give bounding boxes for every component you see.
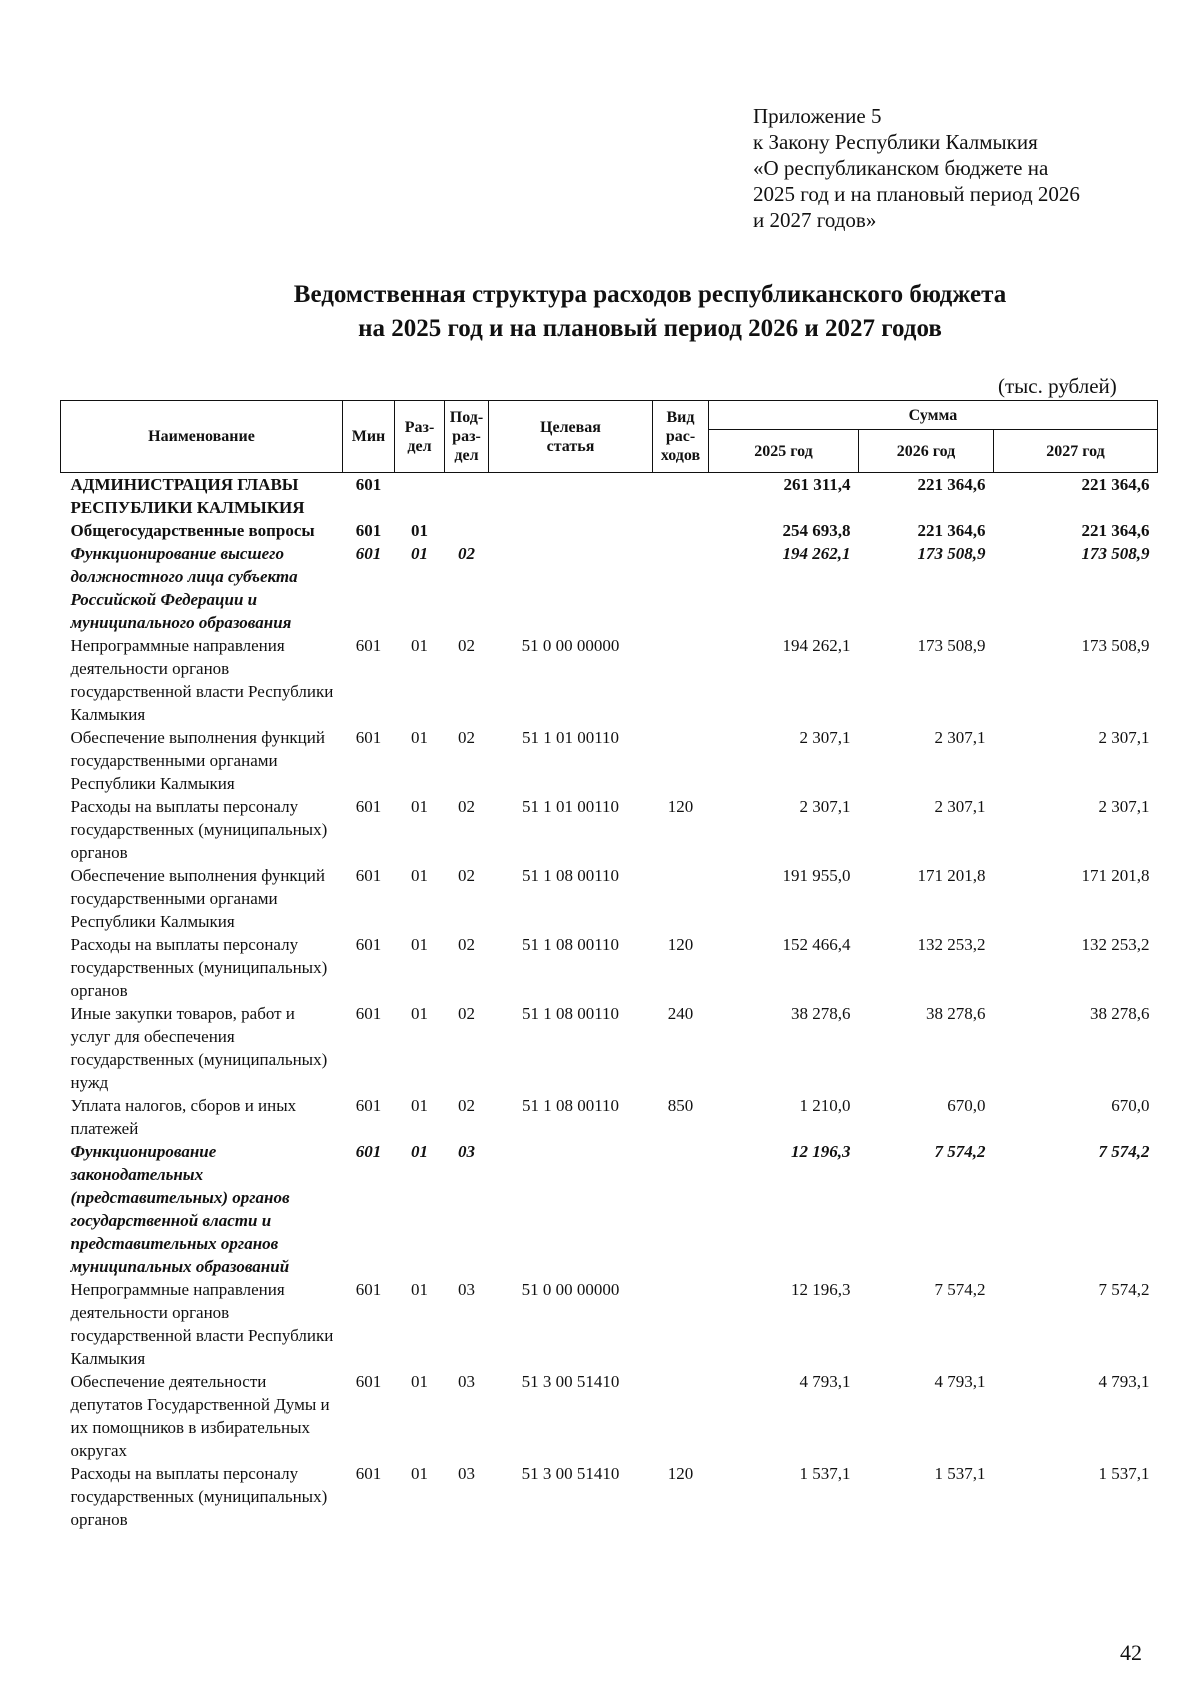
cell-2026: 171 201,8 — [917, 866, 986, 885]
cell-2025: 4 793,1 — [799, 1372, 851, 1391]
table-row — [61, 933, 1158, 1002]
cell-name: Иные закупки товаров, работ и услуг для обеспечения государственных (муниципальных) нужд — [70, 1004, 328, 1092]
cell-min: 601 — [355, 1464, 382, 1483]
cell-2025: 2 307,1 — [799, 797, 851, 816]
cell-vid: 240 — [667, 1004, 694, 1023]
cell-2025: 194 262,1 — [782, 544, 851, 563]
cell-min: 601 — [355, 1004, 382, 1023]
title-line-2: на 2025 год и на плановый период 2026 и 2027 годов — [358, 315, 942, 342]
table-row — [61, 1094, 1158, 1140]
table-row — [61, 726, 1158, 795]
cell-2027: 221 364,6 — [994, 473, 1158, 520]
cell-2025: 12 196,3 — [791, 1280, 851, 1299]
cell-2025: 12 196,3 — [791, 1142, 851, 1161]
header-2027: 2027 год — [994, 430, 1158, 473]
cell-2025: 194 262,1 — [782, 636, 851, 655]
cell-2026: 2 307,1 — [934, 797, 986, 816]
appendix-line: к Закону Республики Калмыкия — [753, 130, 1038, 154]
cell-razdel: 01 — [411, 866, 428, 885]
cell-vid — [653, 542, 709, 634]
cell-min: 601 — [355, 521, 382, 540]
cell-vid — [653, 473, 709, 520]
cell-article: 51 1 08 00110 — [521, 1004, 620, 1023]
cell-2027: 132 253,2 — [1081, 935, 1150, 954]
cell-2026: 173 508,9 — [917, 544, 986, 563]
page-number: 42 — [1120, 1640, 1142, 1665]
cell-podrazdel: 03 — [458, 1280, 475, 1299]
cell-2025: 38 278,6 — [791, 1004, 851, 1023]
table-row — [61, 1370, 1158, 1462]
cell-2025: 1 537,1 — [799, 1464, 851, 1483]
cell-min: 601 — [355, 935, 382, 954]
table-row — [61, 519, 1158, 542]
cell-razdel: 01 — [411, 1464, 428, 1483]
cell-2027: 38 278,6 — [1090, 1004, 1150, 1023]
header-summa: Сумма — [709, 401, 1158, 430]
cell-podrazdel: 03 — [458, 1142, 475, 1161]
appendix-line: Приложение 5 — [753, 104, 882, 128]
cell-name: Функционирование законодательных (представительных) органов государственной власти и представительных органов муниципальных образований — [70, 1142, 290, 1276]
cell-podrazdel — [445, 519, 489, 542]
cell-2025: 1 210,0 — [799, 1096, 851, 1115]
cell-2027: 2 307,1 — [1098, 797, 1150, 816]
cell-vid — [653, 519, 709, 542]
cell-razdel: 01 — [411, 1372, 428, 1391]
cell-2025: 152 466,4 — [782, 935, 851, 954]
cell-vid: 850 — [667, 1096, 694, 1115]
cell-article — [489, 519, 653, 542]
cell-vid — [653, 1140, 709, 1278]
header-razdel: Раз- дел — [395, 401, 445, 473]
cell-name: Обеспечение выполнения функций государственными органами Республики Калмыкия — [70, 728, 325, 793]
cell-2026: 132 253,2 — [917, 935, 986, 954]
cell-razdel: 01 — [411, 1142, 428, 1161]
cell-vid — [653, 634, 709, 726]
cell-article: 51 1 08 00110 — [521, 866, 620, 885]
cell-vid: 120 — [667, 935, 694, 954]
cell-name: Расходы на выплаты персоналу государственных (муниципальных) органов — [70, 935, 328, 1000]
appendix-line: 2025 год и на плановый период 2026 — [753, 182, 1080, 206]
cell-min: 601 — [355, 1372, 382, 1391]
cell-name: Непрограммные направления деятельности органов государственной власти Республики Калмыкия — [70, 636, 334, 724]
cell-2027: 7 574,2 — [1098, 1280, 1150, 1299]
cell-podrazdel: 02 — [458, 544, 475, 563]
table-row — [61, 864, 1158, 933]
cell-podrazdel: 02 — [458, 866, 475, 885]
cell-podrazdel: 03 — [458, 1464, 475, 1483]
cell-min: 601 — [355, 1096, 382, 1115]
cell-razdel: 01 — [411, 935, 428, 954]
cell-razdel: 01 — [411, 521, 428, 540]
cell-article — [489, 542, 653, 634]
cell-2026: 1 537,1 — [934, 1464, 986, 1483]
cell-min: 601 — [355, 1280, 382, 1299]
cell-name: Непрограммные направления деятельности органов государственной власти Республики Калмыкия — [70, 1280, 334, 1368]
cell-name: Обеспечение деятельности депутатов Государственной Думы и их помощников в избирательных округах — [70, 1372, 330, 1460]
cell-2025: 2 307,1 — [799, 728, 851, 747]
cell-name: Уплата налогов, сборов и иных платежей — [70, 1096, 297, 1138]
table-row — [61, 473, 1158, 520]
cell-2027: 221 364,6 — [1081, 521, 1150, 540]
cell-podrazdel: 03 — [458, 1372, 475, 1391]
cell-2026: 4 793,1 — [934, 1372, 986, 1391]
cell-razdel: 01 — [411, 728, 428, 747]
cell-podrazdel: 02 — [458, 935, 475, 954]
cell-article: 51 0 00 00000 — [521, 1280, 620, 1299]
budget-table — [60, 400, 1158, 1531]
header-2025: 2025 год — [709, 430, 859, 473]
appendix-note — [753, 103, 1080, 233]
appendix-line: и 2027 годов» — [753, 208, 877, 232]
cell-2027: 4 793,1 — [1098, 1372, 1150, 1391]
table-row — [61, 1278, 1158, 1370]
cell-2027: 2 307,1 — [1098, 728, 1150, 747]
cell-min: 601 — [355, 636, 382, 655]
cell-min: 601 — [355, 1142, 382, 1161]
cell-2027: 173 508,9 — [1081, 544, 1150, 563]
cell-vid — [653, 1278, 709, 1370]
cell-razdel: 01 — [411, 797, 428, 816]
cell-2026: 2 307,1 — [934, 728, 986, 747]
cell-2026: 7 574,2 — [934, 1280, 986, 1299]
cell-podrazdel — [445, 473, 489, 520]
cell-2025: 191 955,0 — [782, 866, 851, 885]
cell-2026: 38 278,6 — [926, 1004, 986, 1023]
cell-2026: 173 508,9 — [917, 636, 986, 655]
cell-razdel: 01 — [411, 636, 428, 655]
cell-razdel — [395, 473, 445, 520]
cell-name: Функционирование высшего должностного лица субъекта Российской Федерации и муниципального образования — [70, 544, 298, 632]
cell-vid: 120 — [667, 797, 694, 816]
cell-min: 601 — [355, 797, 382, 816]
cell-2026: 7 574,2 — [934, 1142, 986, 1161]
unit-label: (тыс. рублей) — [998, 374, 1117, 398]
cell-name: Расходы на выплаты персоналу государственных (муниципальных) органов — [70, 1464, 328, 1529]
cell-vid — [653, 864, 709, 933]
cell-podrazdel: 02 — [458, 1096, 475, 1115]
cell-name: Обеспечение выполнения функций государственными органами Республики Калмыкия — [70, 866, 325, 931]
cell-article: 51 1 01 00110 — [521, 728, 620, 747]
document-title — [0, 278, 1200, 346]
table-row — [61, 542, 1158, 634]
cell-article: 51 3 00 51410 — [521, 1372, 620, 1391]
cell-2026: 221 364,6 — [917, 521, 986, 540]
cell-podrazdel: 02 — [458, 1004, 475, 1023]
cell-2026: 221 364,6 — [859, 473, 994, 520]
cell-name: АДМИНИСТРАЦИЯ ГЛАВЫ РЕСПУБЛИКИ КАЛМЫКИЯ — [61, 473, 343, 520]
cell-min: 601 — [343, 473, 395, 520]
table-row — [61, 1002, 1158, 1094]
cell-2027: 173 508,9 — [1081, 636, 1150, 655]
cell-article — [489, 473, 653, 520]
cell-min: 601 — [355, 728, 382, 747]
cell-razdel: 01 — [411, 1004, 428, 1023]
header-name: Наименование — [61, 401, 343, 473]
cell-razdel: 01 — [411, 1096, 428, 1115]
header-2026: 2026 год — [859, 430, 994, 473]
header-podrazdel: Под- раз- дел — [445, 401, 489, 473]
header-min: Мин — [343, 401, 395, 473]
cell-name: Расходы на выплаты персоналу государственных (муниципальных) органов — [70, 797, 328, 862]
cell-2025: 261 311,4 — [709, 473, 859, 520]
appendix-line: «О республиканском бюджете на — [753, 156, 1049, 180]
cell-min: 601 — [355, 866, 382, 885]
cell-article: 51 1 01 00110 — [521, 797, 620, 816]
table-row — [61, 795, 1158, 864]
cell-2027: 1 537,1 — [1098, 1464, 1150, 1483]
cell-2027: 171 201,8 — [1081, 866, 1150, 885]
cell-podrazdel: 02 — [458, 797, 475, 816]
cell-article: 51 0 00 00000 — [521, 636, 620, 655]
table-row — [61, 1140, 1158, 1278]
table-body — [61, 473, 1158, 1532]
cell-razdel: 01 — [411, 544, 428, 563]
cell-article: 51 1 08 00110 — [521, 935, 620, 954]
cell-article: 51 1 08 00110 — [521, 1096, 620, 1115]
cell-2027: 670,0 — [1111, 1096, 1150, 1115]
cell-razdel: 01 — [411, 1280, 428, 1299]
cell-2026: 670,0 — [947, 1096, 986, 1115]
cell-podrazdel: 02 — [458, 728, 475, 747]
title-line-1: Ведомственная структура расходов республиканского бюджета — [293, 281, 1007, 308]
cell-name: Общегосударственные вопросы — [70, 521, 315, 540]
header-article: Целевая статья — [489, 401, 653, 473]
cell-podrazdel: 02 — [458, 636, 475, 655]
table-row — [61, 1462, 1158, 1531]
cell-2027: 7 574,2 — [1098, 1142, 1150, 1161]
cell-article: 51 3 00 51410 — [521, 1464, 620, 1483]
table-row — [61, 634, 1158, 726]
header-vid: Вид рас- ходов — [653, 401, 709, 473]
cell-min: 601 — [355, 544, 382, 563]
cell-2025: 254 693,8 — [782, 521, 851, 540]
cell-vid: 120 — [667, 1464, 694, 1483]
cell-vid — [653, 1370, 709, 1462]
cell-vid — [653, 726, 709, 795]
cell-article — [489, 1140, 653, 1278]
